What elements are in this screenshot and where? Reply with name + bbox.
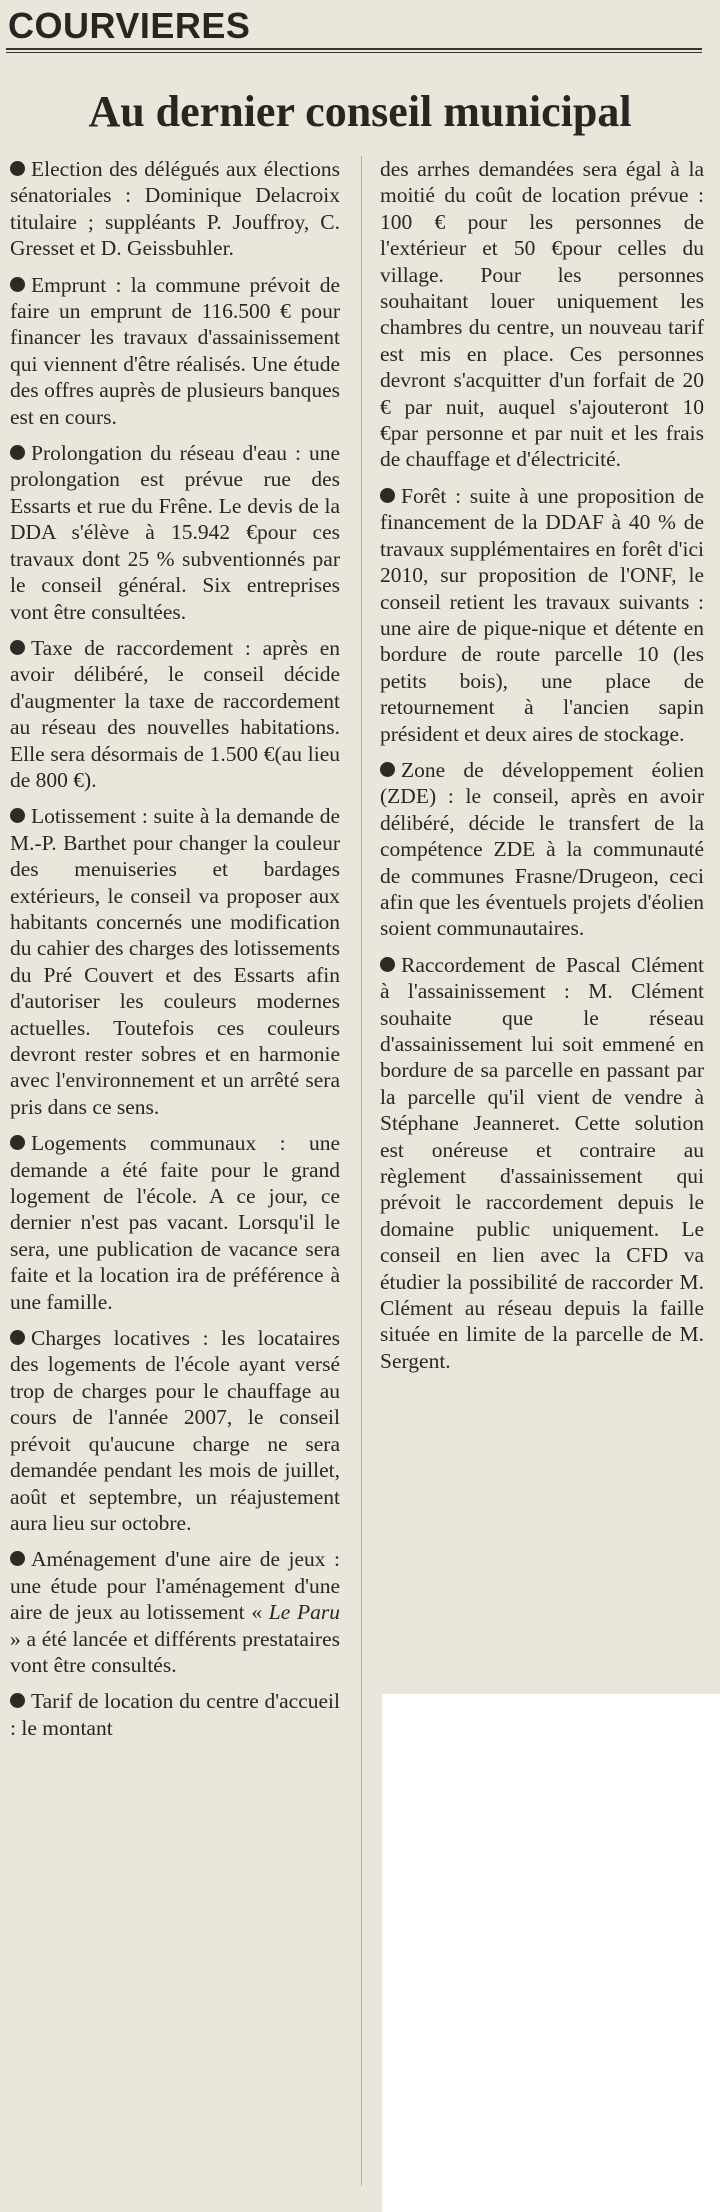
item-charges-locatives [10, 1325, 340, 1536]
item-aire-de-jeux [10, 1546, 340, 1678]
item-text-italic: Le Paru [268, 1600, 341, 1625]
bullet-icon [10, 1693, 25, 1708]
bullet-icon [10, 808, 25, 823]
item-text: Zone de développement éolien (ZDE) : le conseil, après en avoir délibéré, décide le transfert de la compétence ZDE à la communauté de communes Frasne/Drugeon, ceci afin que les éventuels projets d'éolien soient communautaires. [380, 757, 704, 941]
item-text: Taxe de raccordement : après en avoir délibéré, le conseil décide d'augmenter la taxe de raccordement au réseau des nouvelles habitations. Elle sera désormais de 1.500 €(au lieu de 800 €). [10, 635, 340, 792]
item-taxe-raccordement [10, 635, 340, 793]
right-column [380, 156, 704, 1384]
item-text: Tarif de location du centre d'accueil : le montant [10, 1689, 340, 1740]
section-rule [6, 48, 702, 50]
item-tarif-location-continued [380, 156, 704, 473]
item-text: Raccordement de Pascal Clément à l'assainissement : M. Clément souhaite que le réseau d'assainissement lui soit emmené en bordure de sa parcelle en passant par la parcelle qu'il vient de vendre à Stéphane Jeanneret. Cette solution est onéreuse et contraire au règlement d'assainissement qui prévoit le raccordement depuis le domaine public uniquement. Le conseil en lien avec la CFD va étudier la possibilité de raccorder M. Clément au réseau depuis la faille située en limite de la parcelle de M. Sergent. [380, 952, 704, 1373]
item-tarif-location [10, 1688, 340, 1741]
item-zde [380, 757, 704, 942]
item-text: Forêt : suite à une proposition de financement de la DDAF à 40 % de travaux supplémentaires en forêt d'ici 2010, sur proposition de l'ONF, le conseil retient les travaux suivants : une aire de pique-nique et détente en bordure de route parcelle 10 (les petits bois), une place de retournement à l'ancien sapin président et deux aires de stockage. [380, 483, 704, 746]
left-column [10, 156, 340, 1751]
bullet-icon [380, 762, 395, 777]
item-logements-communaux [10, 1130, 340, 1315]
item-text: des arrhes demandées sera égal à la moitié du coût de location prévue : 100 € pour les personnes de l'extérieur et 50 €pour celles du village. Pour les personnes souhaitant louer uniquement les chambres du centre, un nouveau tarif est mis en place. Ces personnes devront s'acquitter d'un forfait de 20 € par nuit, auquel s'ajouteront 10 €par personne et par nuit et les frais de chauffage et d'électricité. [380, 157, 704, 472]
item-text: Election des délégués aux élections sénatoriales : Dominique Delacroix titulaire ; suppléants P. Jouffroy, C. Gresset et D. Geissbuhler. [10, 157, 340, 261]
bullet-icon [10, 1135, 25, 1150]
item-text: Emprunt : la commune prévoit de faire un emprunt de 116.500 € pour financer les travaux d'assainissement qui viennent d'être réalisés. Une étude des offres auprès de plusieurs banques est en cours. [10, 272, 340, 429]
bullet-icon [10, 1551, 25, 1566]
section-label: COURVIERES [8, 5, 251, 46]
item-emprunt [10, 272, 340, 430]
item-lotissement [10, 803, 340, 1120]
column-divider [361, 156, 362, 2186]
bullet-icon [10, 277, 25, 292]
item-text: Logements communaux : une demande a été faite pour le grand logement de l'école. A ce jour, ce dernier n'est pas vacant. Lorsqu'il le sera, une publication de vacance sera faite et la location ira de préférence à une famille. [10, 1131, 340, 1314]
item-text: Prolongation du réseau d'eau : une prolongation est prévue rue des Essarts et rue du Frêne. Le devis de la DDA s'élève à 15.942 €pour ces travaux dont 25 % subventionnés par le conseil général. Six entreprises vont être consultées. [10, 441, 340, 624]
bullet-icon [10, 640, 25, 655]
bullet-icon [10, 1330, 25, 1345]
item-text-before: Aménagement d'une aire de jeux : une étude pour l'aménagement d'une aire de jeux au lotissement « [10, 1547, 340, 1625]
item-text: Lotissement : suite à la demande de M.-P. Barthet pour changer la couleur des menuiseries et bardages extérieurs, le conseil va proposer aux habitants concernés une modification du cahier des charges des lotissements du Pré Couvert et des Essarts afin d'autoriser les couleurs modernes actuelles. Toutefois ces couleurs devront rester sobres et en harmonie avec l'environnement et un arrêté sera pris dans ce sens. [10, 804, 340, 1119]
item-text: Charges locatives : les locataires des logements de l'école ayant versé trop de charges pour le chauffage au cours de l'année 2007, le conseil prévoit qu'aucune charge ne sera demandée pendant les mois de juillet, août et septembre, un réajustement aura lieu sur octobre. [10, 1326, 340, 1535]
item-text-after: » a été lancée et différents prestataires vont être consultés. [10, 1626, 340, 1677]
item-election [10, 156, 340, 262]
bullet-icon [380, 488, 395, 503]
bullet-icon [10, 445, 25, 460]
item-raccordement-clement [380, 952, 704, 1375]
bullet-icon [10, 161, 25, 176]
article-headline: Au dernier conseil municipal [88, 87, 632, 136]
item-foret [380, 483, 704, 747]
item-prolongation-reseau [10, 440, 340, 625]
bullet-icon [380, 957, 395, 972]
section-rule-thin [6, 52, 702, 53]
